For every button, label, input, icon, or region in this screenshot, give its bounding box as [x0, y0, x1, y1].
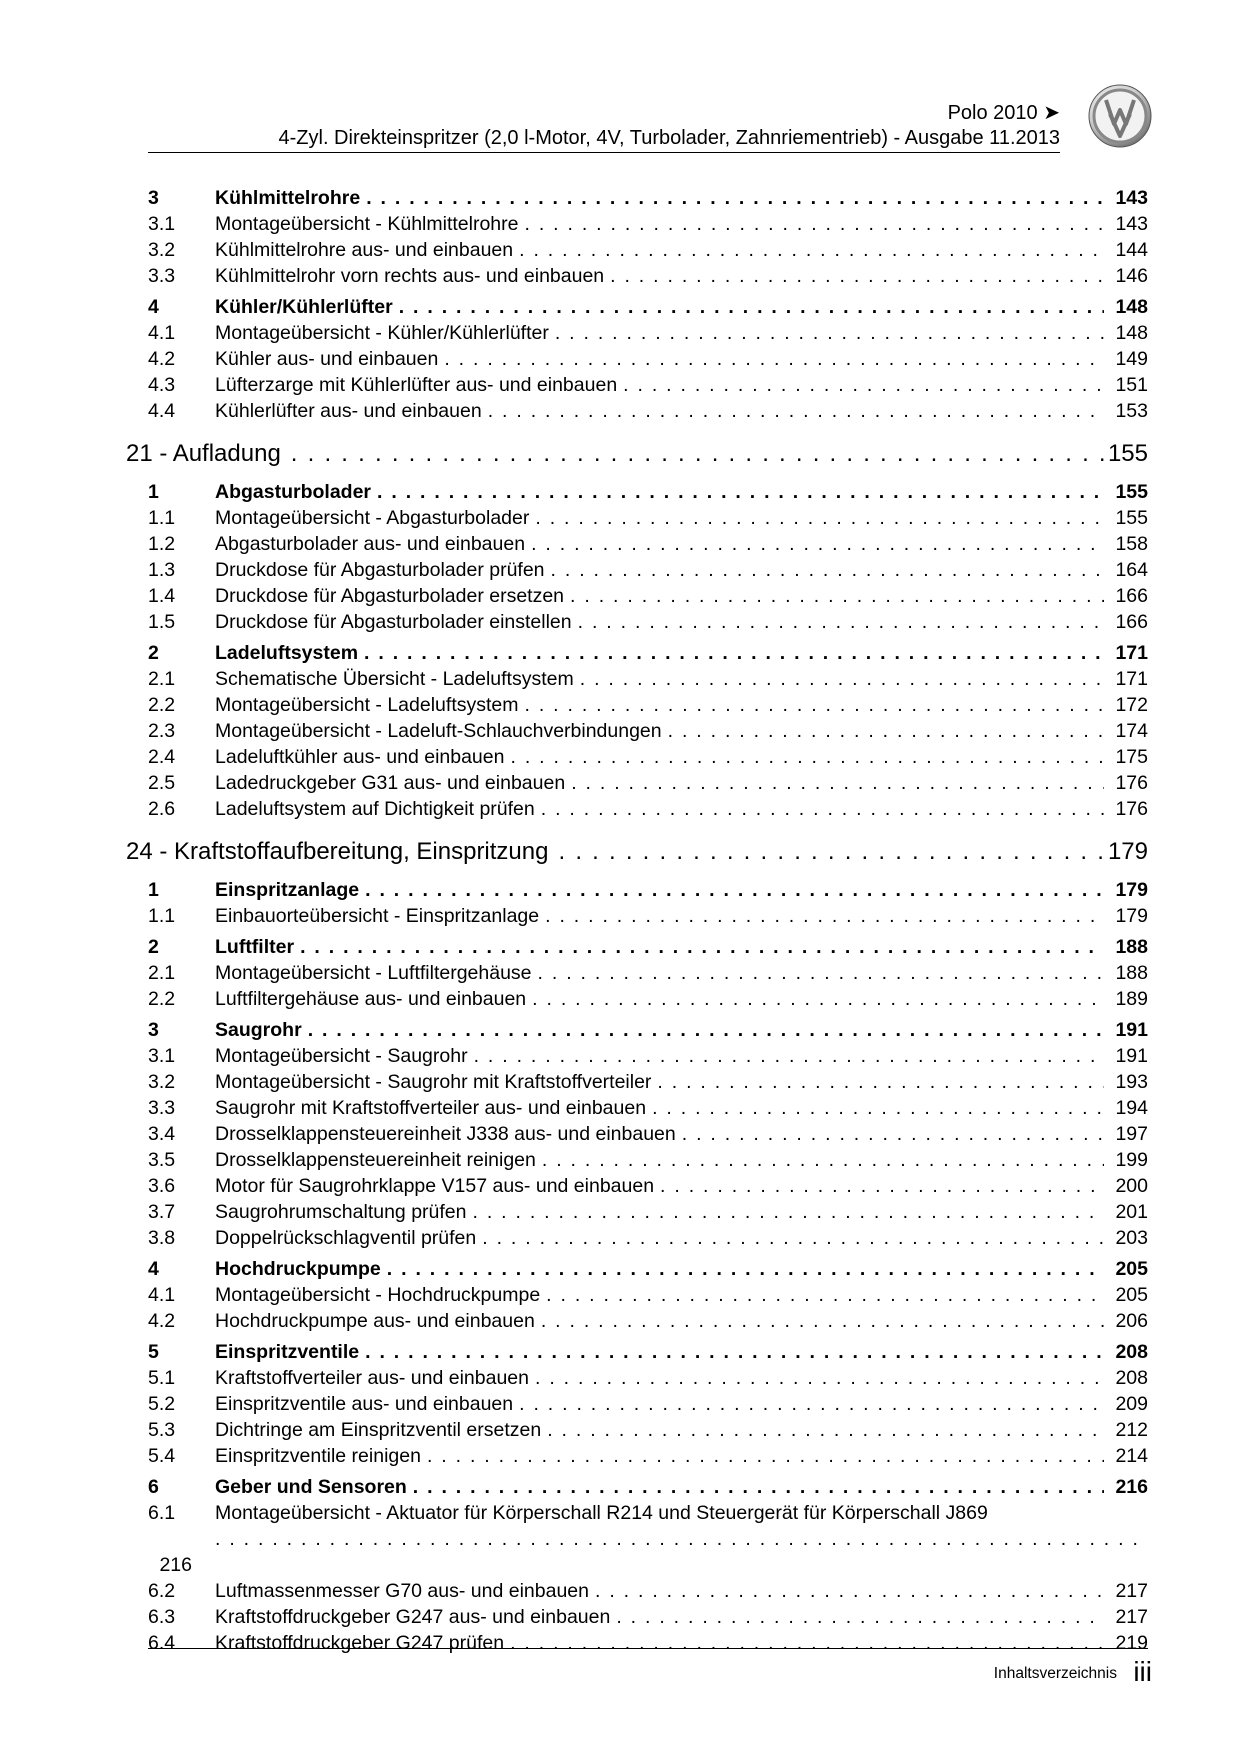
toc-item[interactable] [148, 346, 1148, 372]
toc-chapter[interactable] [126, 832, 1148, 872]
toc-item[interactable] [148, 1095, 1148, 1121]
toc-page-number: 153 [1115, 400, 1148, 422]
toc-section[interactable] [148, 185, 1148, 211]
toc-title: 24 - Kraftstoffaufbereitung, Einspritzung [126, 838, 549, 865]
toc-number: 3.4 [148, 1123, 176, 1145]
toc-page-number: 217 [1115, 1580, 1148, 1602]
toc-leader-dots [541, 796, 1104, 822]
toc-number: 1.4 [148, 585, 176, 607]
toc-leader-dots [519, 1391, 1104, 1417]
toc-leader-dots [545, 903, 1104, 929]
toc-title: Kraftstoffdruckgeber G247 prüfen [215, 1632, 505, 1654]
toc-item[interactable] [148, 211, 1148, 237]
toc-page-number: 217 [1115, 1606, 1148, 1628]
toc-item[interactable] [148, 609, 1148, 635]
toc-title: Montageübersicht - Aktuator für Körperschall R214 und Steuergerät für Körperschall J869 [215, 1502, 988, 1524]
toc-title: Kraftstoffdruckgeber G247 aus- und einbauen [215, 1606, 611, 1628]
toc-item[interactable] [148, 372, 1148, 398]
toc-item[interactable] [148, 960, 1148, 986]
toc-title: Ladeluftsystem auf Dichtigkeit prüfen [215, 798, 535, 820]
toc-leader-dots [610, 263, 1104, 289]
toc-item[interactable] [148, 986, 1148, 1012]
toc-page-number: 166 [1115, 611, 1148, 633]
toc-leader-dots [616, 1604, 1104, 1630]
toc-number: 4 [148, 296, 159, 318]
toc-page-number: 197 [1115, 1123, 1148, 1145]
toc-leader-dots [510, 744, 1104, 770]
toc-item[interactable] [148, 263, 1148, 289]
toc-leader-dots [473, 1199, 1105, 1225]
toc-leader-dots [308, 1017, 1104, 1043]
toc-title: Hochdruckpumpe aus- und einbauen [215, 1310, 535, 1332]
toc-title: Kühlmittelrohr vorn rechts aus- und einbauen [215, 265, 605, 287]
footer-page-number: iii [1133, 1656, 1152, 1687]
toc-title: Montageübersicht - Kühler/Kühlerlüfter [215, 322, 549, 344]
toc-title: 21 - Aufladung [126, 440, 281, 467]
table-of-contents [126, 180, 1148, 1656]
toc-leader-dots [427, 1443, 1104, 1469]
toc-title: Einspritzventile [215, 1341, 360, 1363]
toc-number: 3.3 [148, 265, 176, 287]
toc-leader-dots [682, 1121, 1104, 1147]
toc-title: Luftfilter [215, 936, 295, 958]
toc-page-number: 203 [1115, 1227, 1148, 1249]
vw-logo-icon [1088, 84, 1152, 148]
toc-page-number: 201 [1115, 1201, 1148, 1223]
toc-page-number: 179 [1107, 838, 1148, 865]
toc-page-number: 191 [1115, 1045, 1148, 1067]
toc-title: Druckdose für Abgasturbolader einstellen [215, 611, 572, 633]
toc-item[interactable] [148, 237, 1148, 263]
toc-item[interactable] [148, 1121, 1148, 1147]
toc-page-number: 205 [1115, 1258, 1148, 1280]
toc-leader-dots [595, 1578, 1104, 1604]
toc-page-number: 200 [1115, 1175, 1148, 1197]
toc-leader-dots [551, 557, 1104, 583]
toc-page-number: 189 [1115, 988, 1148, 1010]
toc-leader-dots [366, 185, 1104, 211]
toc-title: Motor für Saugrohrklappe V157 aus- und einbauen [215, 1175, 655, 1197]
toc-title: Ladedruckgeber G31 aus- und einbauen [215, 772, 566, 794]
toc-number: 5.4 [148, 1445, 176, 1467]
toc-page-number: 174 [1115, 720, 1148, 742]
toc-section[interactable] [148, 479, 1148, 505]
toc-title: Kühler aus- und einbauen [215, 348, 439, 370]
toc-title: Hochdruckpumpe [215, 1258, 381, 1280]
toc-title: Lüfterzarge mit Kühlerlüfter aus- und einbauen [215, 374, 618, 396]
toc-title: Kühler/Kühlerlüfter [215, 296, 393, 318]
toc-number: 4 [148, 1258, 159, 1280]
footer-label: Inhaltsverzeichnis [993, 1665, 1117, 1682]
toc-title: Dichtringe am Einspritzventil ersetzen [215, 1419, 542, 1441]
arrow-icon: ➤ [1043, 102, 1060, 124]
toc-item[interactable] [148, 1365, 1148, 1391]
toc-item[interactable] [148, 1069, 1148, 1095]
toc-leader-dots [578, 609, 1104, 635]
toc-title: Ladeluftkühler aus- und einbauen [215, 746, 505, 768]
toc-leader-dots [538, 960, 1104, 986]
toc-number: 2 [148, 642, 159, 664]
toc-number: 3.2 [148, 239, 176, 261]
toc-title: Luftmassenmesser G70 aus- und einbauen [215, 1580, 589, 1602]
toc-item[interactable] [148, 770, 1148, 796]
toc-page-number: 164 [1115, 559, 1148, 581]
toc-title: Drosselklappensteuereinheit reinigen [215, 1149, 536, 1171]
toc-title: Montageübersicht - Kühlmittelrohre [215, 213, 519, 235]
toc-leader-dots [541, 1308, 1104, 1334]
toc-page-number: 208 [1115, 1341, 1148, 1363]
toc-number: 2.4 [148, 746, 176, 768]
toc-number: 2.2 [148, 988, 176, 1010]
toc-number: 4.3 [148, 374, 176, 396]
toc-leader-dots [387, 1256, 1104, 1282]
toc-item[interactable] [148, 1578, 1148, 1604]
toc-number: 6.3 [148, 1606, 176, 1628]
toc-number: 1 [148, 879, 159, 901]
toc-leader-dots [555, 320, 1104, 346]
toc-item[interactable] [148, 1147, 1148, 1173]
toc-page-number: 209 [1115, 1393, 1148, 1415]
toc-leader-dots [570, 583, 1104, 609]
toc-leader-dots [546, 1282, 1104, 1308]
toc-item[interactable] [148, 1308, 1148, 1334]
toc-leader-dots [364, 640, 1104, 666]
toc-leader-dots [535, 505, 1104, 531]
toc-number: 6.1 [148, 1502, 176, 1524]
toc-leader-dots [525, 692, 1105, 718]
toc-number: 3 [148, 187, 159, 209]
toc-leader-dots [519, 237, 1104, 263]
toc-leader-dots [488, 398, 1104, 424]
toc-title: Abgasturbolader aus- und einbauen [215, 533, 526, 555]
toc-page-number: 151 [1115, 374, 1148, 396]
toc-page-number: 172 [1115, 694, 1148, 716]
toc-page-number: 179 [1115, 905, 1148, 927]
header-rule [148, 152, 1060, 153]
toc-title: Montageübersicht - Hochdruckpumpe [215, 1284, 541, 1306]
toc-title: Kühlmittelrohre [215, 187, 361, 209]
toc-number: 1 [148, 481, 159, 503]
toc-number: 1.3 [148, 559, 176, 581]
toc-section[interactable] [148, 1339, 1148, 1365]
toc-page-number: 144 [1115, 239, 1148, 261]
toc-page-number: 148 [1115, 322, 1148, 344]
toc-item[interactable] [148, 796, 1148, 822]
toc-leader-dots [580, 666, 1104, 692]
toc-leader-dots [300, 934, 1104, 960]
toc-title: Schematische Übersicht - Ladeluftsystem [215, 668, 574, 690]
toc-page-number: 155 [1107, 440, 1148, 467]
toc-number: 4.2 [148, 348, 176, 370]
toc-number: 5.1 [148, 1367, 176, 1389]
toc-page-number: 212 [1115, 1419, 1148, 1441]
toc-number: 5.3 [148, 1419, 176, 1441]
toc-item[interactable] [148, 1630, 1148, 1656]
toc-item[interactable] [148, 744, 1148, 770]
toc-title: Montageübersicht - Ladeluft-Schlauchverbindungen [215, 720, 662, 742]
toc-leader-dots [444, 346, 1104, 372]
toc-title: Montageübersicht - Saugrohr [215, 1045, 468, 1067]
header-description: 4-Zyl. Direkteinspritzer (2,0 l-Motor, 4V, Turbolader, Zahnriementrieb) - Ausgabe 11.2013 [278, 127, 1060, 149]
toc-title: Kraftstoffverteiler aus- und einbauen [215, 1367, 529, 1389]
toc-item[interactable] [148, 903, 1148, 929]
toc-leader-dots [215, 1526, 1148, 1552]
toc-leader-dots [558, 832, 1104, 872]
toc-page-number: 179 [1115, 879, 1148, 901]
toc-item[interactable] [148, 718, 1148, 744]
toc-page-number: 205 [1115, 1284, 1148, 1306]
footer-rule [148, 1648, 1148, 1649]
toc-leader-dots [510, 1630, 1104, 1656]
toc-section[interactable] [148, 1474, 1148, 1500]
toc-title: Saugrohr mit Kraftstoffverteiler aus- und einbauen [215, 1097, 647, 1119]
toc-title: Einspritzanlage [215, 879, 360, 901]
toc-leader-dots [657, 1069, 1104, 1095]
header-model [948, 100, 1060, 125]
toc-title: Druckdose für Abgasturbolader ersetzen [215, 585, 565, 607]
toc-leader-dots [623, 372, 1104, 398]
toc-item[interactable] [148, 398, 1148, 424]
toc-item[interactable] [148, 1043, 1148, 1069]
toc-page-number: 146 [1115, 265, 1148, 287]
toc-number: 1.1 [148, 507, 176, 529]
toc-number: 2.1 [148, 962, 176, 984]
toc-number: 3.7 [148, 1201, 176, 1223]
toc-section[interactable] [148, 640, 1148, 666]
toc-number: 2.1 [148, 668, 176, 690]
toc-section[interactable] [148, 294, 1148, 320]
toc-title: Geber und Sensoren [215, 1476, 407, 1498]
toc-page-number: 149 [1115, 348, 1148, 370]
toc-item[interactable] [148, 1417, 1148, 1443]
toc-number: 3.3 [148, 1097, 176, 1119]
toc-leader-dots [474, 1043, 1104, 1069]
toc-page-number: 219 [1115, 1632, 1148, 1654]
toc-wrap[interactable] [148, 1500, 1148, 1578]
toc-title: Montageübersicht - Abgasturbolader [215, 507, 530, 529]
toc-leader-dots [524, 211, 1104, 237]
toc-title: Montageübersicht - Saugrohr mit Kraftstoffverteiler [215, 1071, 652, 1093]
toc-page-number: 166 [1115, 585, 1148, 607]
toc-item[interactable] [148, 1199, 1148, 1225]
toc-title: Saugrohrumschaltung prüfen [215, 1201, 467, 1223]
toc-leader-dots [377, 479, 1104, 505]
toc-number: 4.4 [148, 400, 176, 422]
toc-chapter[interactable] [126, 434, 1148, 474]
toc-item[interactable] [148, 666, 1148, 692]
toc-title: Montageübersicht - Ladeluftsystem [215, 694, 519, 716]
toc-number: 5.2 [148, 1393, 176, 1415]
toc-title: Einbauorteübersicht - Einspritzanlage [215, 905, 540, 927]
toc-leader-dots [365, 1339, 1104, 1365]
toc-page-number: 176 [1115, 798, 1148, 820]
toc-number: 2 [148, 936, 159, 958]
toc-item[interactable] [148, 557, 1148, 583]
toc-number: 6.4 [148, 1632, 176, 1654]
toc-number: 2.2 [148, 694, 176, 716]
toc-title: Montageübersicht - Luftfiltergehäuse [215, 962, 532, 984]
toc-page-number: 148 [1115, 296, 1148, 318]
toc-number: 4.1 [148, 322, 176, 344]
toc-title: Druckdose für Abgasturbolader prüfen [215, 559, 545, 581]
toc-item[interactable] [148, 692, 1148, 718]
toc-item[interactable] [148, 1391, 1148, 1417]
toc-title: Kühlmittelrohre aus- und einbauen [215, 239, 514, 261]
toc-page-number: 188 [1115, 962, 1148, 984]
toc-leader-dots [660, 1173, 1104, 1199]
toc-page-number: 171 [1115, 668, 1148, 690]
toc-number: 3.6 [148, 1175, 176, 1197]
toc-item[interactable] [148, 505, 1148, 531]
toc-number: 6.2 [148, 1580, 176, 1602]
toc-section[interactable] [148, 877, 1148, 903]
toc-title: Kühlerlüfter aus- und einbauen [215, 400, 482, 422]
toc-page-number: 155 [1115, 507, 1148, 529]
toc-number: 3.1 [148, 1045, 176, 1067]
toc-section[interactable] [148, 934, 1148, 960]
toc-page-number: 175 [1115, 746, 1148, 768]
toc-section[interactable] [148, 1256, 1148, 1282]
toc-page-number: 214 [1115, 1445, 1148, 1467]
toc-item[interactable] [148, 1225, 1148, 1251]
toc-number: 1.5 [148, 611, 176, 633]
toc-page-number: 199 [1115, 1149, 1148, 1171]
toc-title: Doppelrückschlagventil prüfen [215, 1227, 477, 1249]
toc-leader-dots [482, 1225, 1104, 1251]
toc-item[interactable] [148, 1604, 1148, 1630]
toc-number: 3.1 [148, 213, 176, 235]
toc-item[interactable] [148, 1173, 1148, 1199]
toc-page-number: 155 [1115, 481, 1148, 503]
toc-title: Einspritzventile aus- und einbauen [215, 1393, 514, 1415]
toc-page-number: 188 [1115, 936, 1148, 958]
page-header [148, 92, 1148, 150]
toc-title: Saugrohr [215, 1019, 302, 1041]
toc-title: Luftfiltergehäuse aus- und einbauen [215, 988, 527, 1010]
toc-number: 5 [148, 1341, 159, 1363]
toc-leader-dots [413, 1474, 1104, 1500]
toc-number: 2.3 [148, 720, 176, 742]
toc-item[interactable] [148, 1443, 1148, 1469]
toc-number: 3.8 [148, 1227, 176, 1249]
toc-leader-dots [535, 1365, 1104, 1391]
toc-item[interactable] [148, 1282, 1148, 1308]
toc-number: 6 [148, 1476, 159, 1498]
toc-page-number: 143 [1115, 213, 1148, 235]
header-model-text: Polo 2010 [947, 102, 1038, 124]
toc-page-number: 193 [1115, 1071, 1148, 1093]
toc-section[interactable] [148, 1017, 1148, 1043]
toc-leader-dots [531, 531, 1104, 557]
toc-number: 4.1 [148, 1284, 176, 1306]
toc-number: 1.1 [148, 905, 176, 927]
toc-number: 3 [148, 1019, 159, 1041]
toc-leader-dots [547, 1417, 1104, 1443]
toc-item[interactable] [148, 583, 1148, 609]
toc-leader-dots [668, 718, 1104, 744]
toc-number: 4.2 [148, 1310, 176, 1332]
toc-page-number: 194 [1115, 1097, 1148, 1119]
toc-leader-dots [542, 1147, 1104, 1173]
toc-page-number: 176 [1115, 772, 1148, 794]
toc-item[interactable] [148, 320, 1148, 346]
toc-number: 2.6 [148, 798, 176, 820]
toc-leader-dots [365, 877, 1104, 903]
toc-page-number: 216 [1115, 1476, 1148, 1498]
toc-number: 2.5 [148, 772, 176, 794]
toc-page-number: 208 [1115, 1367, 1148, 1389]
toc-leader-dots [399, 294, 1104, 320]
toc-title: Einspritzventile reinigen [215, 1445, 421, 1467]
toc-number: 1.2 [148, 533, 176, 555]
toc-number: 3.5 [148, 1149, 176, 1171]
toc-page-number: 206 [1115, 1310, 1148, 1332]
toc-page-number: 216 [159, 1554, 192, 1576]
toc-page-number: 143 [1115, 187, 1148, 209]
toc-page-number: 191 [1115, 1019, 1148, 1041]
toc-leader-dots [652, 1095, 1104, 1121]
toc-title: Abgasturbolader [215, 481, 372, 503]
toc-page-number: 171 [1115, 642, 1148, 664]
toc-page-number: 158 [1115, 533, 1148, 555]
toc-leader-dots [532, 986, 1104, 1012]
toc-leader-dots [291, 434, 1104, 474]
toc-title: Ladeluftsystem [215, 642, 359, 664]
toc-leader-dots [571, 770, 1104, 796]
toc-item[interactable] [148, 531, 1148, 557]
toc-title: Drosselklappensteuereinheit J338 aus- und einbauen [215, 1123, 676, 1145]
toc-number: 3.2 [148, 1071, 176, 1093]
